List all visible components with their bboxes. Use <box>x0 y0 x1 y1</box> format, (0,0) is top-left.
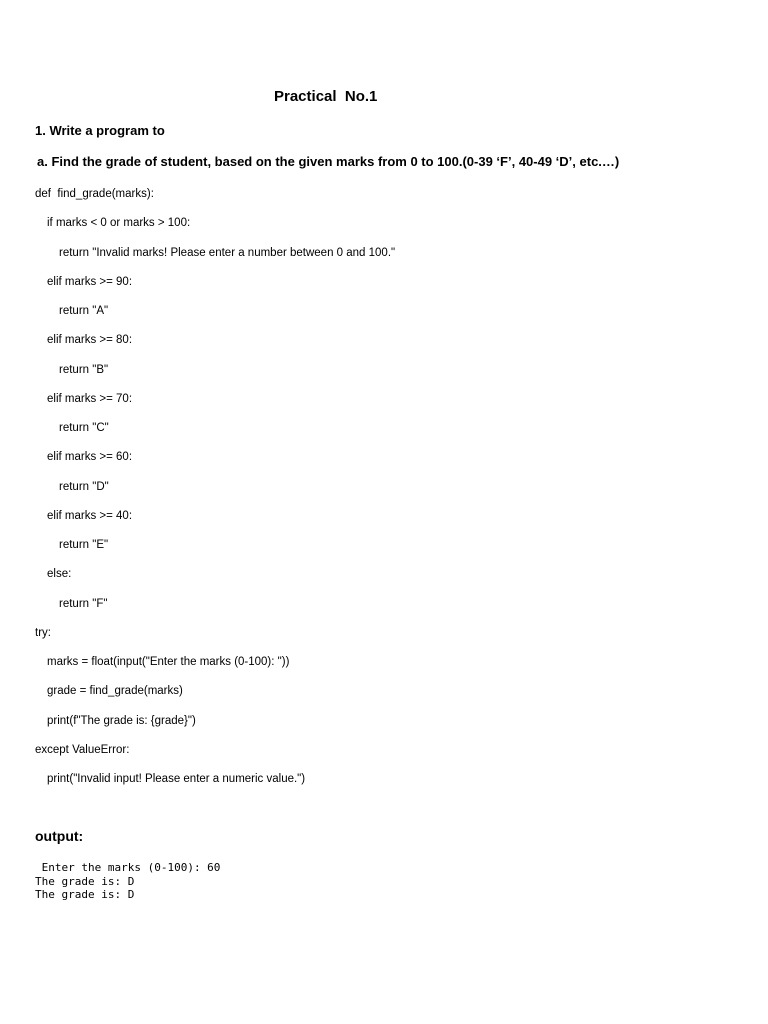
question-heading: 1. Write a program to <box>35 123 165 138</box>
code-line: return "C" <box>59 422 109 434</box>
code-line: print(f"The grade is: {grade}") <box>47 714 196 727</box>
code-line: return "A" <box>59 305 109 317</box>
question-text: a. Find the grade of student, based on the given marks from 0 to 100.(0-39 ‘F’, 40-49 ‘D’, etc.…) <box>37 154 620 169</box>
code-line: if marks < 0 or marks > 100: <box>47 217 191 230</box>
code-line: else: <box>47 568 72 581</box>
code-line: elif marks >= 60: <box>47 451 133 464</box>
console-line: The grade is: D <box>35 888 135 901</box>
console-output <box>35 861 220 902</box>
code-line: elif marks >= 70: <box>47 392 133 405</box>
code-line: return "B" <box>59 363 109 376</box>
console-line: Enter the marks (0-100): 60 <box>35 861 221 874</box>
console-line: The grade is: D <box>35 874 135 888</box>
code-line: return "E" <box>59 539 109 551</box>
code-line: return "F" <box>59 597 108 610</box>
code-line: def find_grade(marks): <box>35 188 154 200</box>
code-line: try: <box>35 626 51 639</box>
code-line: except ValueError: <box>35 743 130 756</box>
code-line: elif marks >= 90: <box>47 275 133 288</box>
code-line: grade = find_grade(marks) <box>47 685 183 698</box>
output-label: output: <box>35 828 84 844</box>
document-title: Practical No.1 <box>274 88 378 105</box>
code-line: return "D" <box>59 480 109 493</box>
code-line: elif marks >= 80: <box>47 334 133 347</box>
code-block <box>35 186 395 800</box>
code-line: return "Invalid marks! Please enter a number between 0 and 100." <box>59 246 396 259</box>
code-line: print("Invalid input! Please enter a numeric value.") <box>47 773 306 785</box>
code-line: marks = float(input("Enter the marks (0-100): ")) <box>47 656 290 668</box>
code-line: elif marks >= 40: <box>47 509 133 522</box>
